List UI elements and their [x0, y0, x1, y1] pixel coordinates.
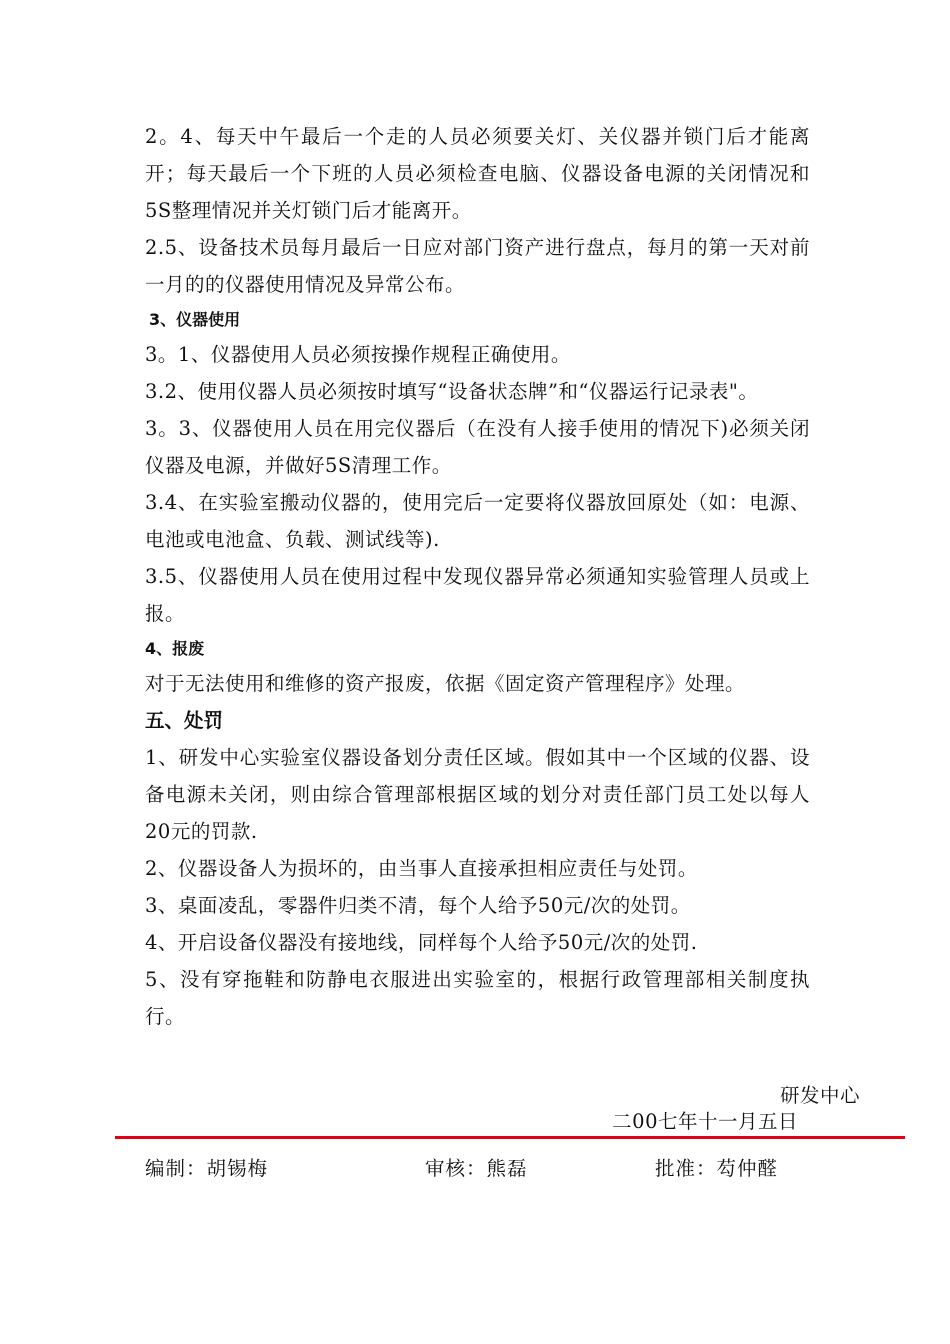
- heading-penalty: 五、处罚: [145, 709, 224, 732]
- clause-2-5: 2.5、设备技术员每月最后一日应对部门资产进行盘点，每月的第一天对前一月的的仪器使用情况及异常公布。: [145, 236, 810, 296]
- footer-prepared-by: 编制：胡锡梅: [145, 1157, 269, 1180]
- penalty-2: 2、仪器设备人为损坏的，由当事人直接承担相应责任与处罚。: [145, 857, 698, 880]
- clause-3-4: 3.4、在实验室搬动仪器的，使用完后一定要将仪器放回原处（如：电源、电池或电池盒、负载、测试线等).: [145, 491, 810, 551]
- clause-2-4: 2。4、每天中午最后一个走的人员必须要关灯、关仪器并锁门后才能离开；每天最后一个下班的人员必须检查电脑、仪器设备电源的关闭情况和5S整理情况并关灯锁门后才能离开。: [145, 125, 810, 222]
- footer-approved-by: 批准：芶仲醛: [655, 1157, 779, 1180]
- penalty-1: 1、研发中心实验室仪器设备划分责任区域。假如其中一个区域的仪器、设备电源未关闭，则由综合管理部根据区域的划分对责任部门员工处以每人20元的罚款.: [145, 746, 810, 843]
- red-divider-line: [115, 1136, 905, 1139]
- penalty-3: 3、桌面凌乱，零器件归类不清，每个人给予50元/次的处罚。: [145, 894, 691, 917]
- penalty-5: 5、没有穿拖鞋和防静电衣服进出实验室的，根据行政管理部相关制度执行。: [145, 968, 810, 1028]
- penalty-4: 4、开启设备仪器没有接地线，同样每个人给予50元/次的处罚.: [145, 931, 698, 954]
- clause-3-5: 3.5、仪器使用人员在使用过程中发现仪器异常必须通知实验管理人员或上报。: [145, 565, 810, 625]
- clause-3-1: 3。1、仪器使用人员必须按操作规程正确使用。: [145, 343, 571, 366]
- document-body: [145, 118, 810, 1035]
- clause-scrap: 对于无法使用和维修的资产报废，依据《固定资产管理程序》处理。: [145, 672, 746, 695]
- footer-reviewed-by: 审核：熊磊: [425, 1157, 528, 1180]
- signature-department: 研发中心: [779, 1084, 860, 1107]
- heading-instrument-use: 3、仪器使用: [149, 310, 241, 329]
- clause-3-3: 3。3、仪器使用人员在用完仪器后（在没有人接手使用的情况下)必须关闭仪器及电源，并做好5S清理工作。: [145, 417, 810, 477]
- heading-scrap: 4、报废: [145, 639, 205, 658]
- clause-3-2: 3.2、使用仪器人员必须按时填写“设备状态牌”和“仪器运行记录表"。: [145, 380, 759, 403]
- signature-date: 二00七年十一月五日: [612, 1110, 798, 1133]
